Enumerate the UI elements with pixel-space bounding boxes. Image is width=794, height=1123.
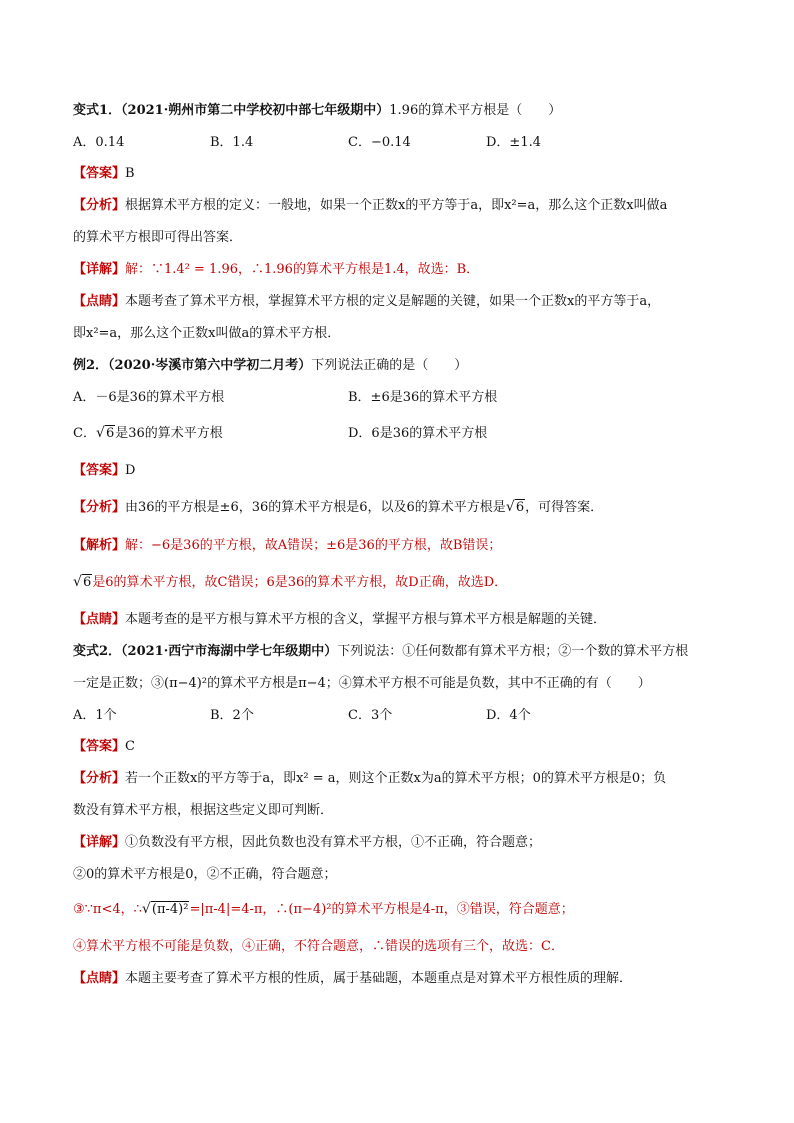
option-c-prefix: C． [73, 426, 96, 441]
answer-value: D [125, 463, 136, 478]
sqrt-radicand: 6 [515, 500, 525, 515]
analysis-tag: 【分析】 [73, 198, 126, 213]
variant1-comment-line2: 即x²=a，那么这个正数x叫做a的算术平方根． [73, 326, 341, 341]
variant1-comment-line1 [73, 293, 660, 311]
sqrt-symbol [73, 574, 92, 592]
example2-source: （2020·岑溪市第六中学初二月考） [108, 358, 312, 373]
analysis-text-a: 由36的平方根是±6，36的算术平方根是6，以及6的算术平方根是 [125, 500, 506, 515]
variant1-source: （2021·朔州市第二中学校初中部七年级期中） [121, 103, 390, 118]
variant1-detail [73, 261, 479, 279]
comment-text: 本题主要考查了算术平方根的性质，属于基础题，本题重点是对算术平方根性质的理解． [125, 971, 633, 986]
answer-tag: 【答案】 [73, 166, 126, 181]
variant2-comment [73, 970, 632, 988]
example2-comment [73, 611, 606, 629]
sqrt-symbol [142, 901, 190, 919]
variant1-question [73, 102, 561, 120]
example2-analysis [73, 499, 603, 517]
jiexi-text-2: 是6的算术平方根，故C错误；6是36的算术平方根，故D正确，故选D． [92, 575, 508, 590]
example2-stem: 下列说法正确的是（ ） [311, 358, 468, 373]
answer-value: C [125, 739, 135, 754]
sqrt-symbol [96, 425, 115, 443]
detail-tag: 【详解】 [73, 262, 126, 277]
example2-option-a: A．－6是36的算术平方根 [73, 390, 225, 405]
sqrt-symbol [506, 499, 525, 517]
option-c-suffix: 是36的算术平方根 [115, 426, 223, 441]
variant1-option-d: D．±1.4 [486, 135, 541, 150]
variant1-answer [73, 165, 135, 183]
variant2-analysis-line1 [73, 770, 666, 788]
variant2-question-line2: 一定是正数；③(π−4)²的算术平方根是π−4；④算术平方根不可能是负数，其中不正确的有（ ） [73, 676, 651, 691]
variant1-analysis-line2: 的算术平方根即可得出答案． [73, 230, 243, 245]
example2-jiexi-line2 [73, 574, 507, 592]
variant2-detail-line4: ④算术平方根不可能是负数，④正确，不符合题意，∴错误的选项有三个，故选：C． [73, 939, 564, 954]
answer-tag: 【答案】 [73, 463, 126, 478]
detail-text-3b: =|π-4|=4-π，∴(π−4)²的算术平方根是4-π，③错误，符合题意； [189, 902, 574, 917]
example2-option-b: B．±6是36的算术平方根 [348, 390, 498, 405]
example2-question [73, 357, 467, 375]
variant2-question-line1 [73, 643, 688, 661]
detail-text: ①负数没有平方根，因此负数也没有算术平方根，①不正确，符合题意； [125, 835, 542, 850]
variant2-label: 变式2． [73, 644, 122, 659]
comment-tag: 【点睛】 [73, 971, 126, 986]
example2-jiexi-line1 [73, 537, 501, 555]
variant1-analysis-line1 [73, 197, 667, 215]
sqrt-radicand: 6 [105, 426, 115, 441]
variant2-detail-line1 [73, 834, 541, 852]
sqrt-radicand: 6 [83, 575, 92, 590]
detail-text: 解：∵1.4² = 1.96，∴1.96的算术平方根是1.4，故选：B． [125, 262, 480, 277]
comment-text: 本题考查了算术平方根，掌握算术平方根的定义是解题的关键，如果一个正数x的平方等于a， [125, 294, 661, 309]
variant1-stem: 1.96的算术平方根是（ ） [389, 103, 562, 118]
comment-tag: 【点睛】 [73, 294, 126, 309]
variant2-option-b: B．2个 [210, 708, 254, 723]
detail-text-3a: ③∵π<4，∴ [73, 902, 142, 917]
variant2-option-d: D．4个 [486, 708, 531, 723]
variant2-option-a: A．1个 [73, 708, 117, 723]
analysis-tag: 【分析】 [73, 500, 126, 515]
variant1-option-b: B．1.4 [210, 135, 254, 150]
analysis-text: 若一个正数x的平方等于a，即x² = a，则这个正数x为a的算术平方根；0的算术平方根是0；负 [125, 771, 667, 786]
sqrt-radicand: (π-4)² [151, 902, 189, 917]
variant2-detail-line3 [73, 901, 574, 919]
answer-value: B [125, 166, 135, 181]
variant2-source: （2021·西宁市海湖中学七年级期中） [121, 644, 338, 659]
variant1-label: 变式1． [73, 103, 122, 118]
analysis-text: 根据算术平方根的定义：一般地，如果一个正数x的平方等于a，即x²=a，那么这个正数x叫做a [125, 198, 668, 213]
jiexi-text: 解：−6是36的平方根，故A错误；±6是36的平方根，故B错误； [125, 538, 502, 553]
comment-text: 本题考查的是平方根与算术平方根的含义，掌握平方根与算术平方根是解题的关键． [125, 612, 607, 627]
analysis-tag: 【分析】 [73, 771, 126, 786]
answer-tag: 【答案】 [73, 739, 126, 754]
variant2-answer [73, 738, 135, 756]
variant2-analysis-line2: 数没有算术平方根，根据这些定义即可判断． [73, 803, 334, 818]
comment-tag: 【点睛】 [73, 612, 126, 627]
jiexi-tag: 【解析】 [73, 538, 126, 553]
variant2-stem: 下列说法：①任何数都有算术平方根；②一个数的算术平方根 [337, 644, 689, 659]
example2-answer [73, 462, 135, 480]
analysis-text-b: ，可得答案． [525, 500, 604, 515]
variant1-option-a: A．0.14 [73, 135, 125, 150]
variant2-option-c: C．3个 [348, 708, 393, 723]
example2-label: 例2． [73, 358, 109, 373]
variant1-option-c: C．−0.14 [348, 135, 411, 150]
example2-option-c [73, 425, 223, 443]
example2-option-d: D．6是36的算术平方根 [348, 426, 488, 441]
detail-tag: 【详解】 [73, 835, 126, 850]
variant2-detail-line2: ②0的算术平方根是0，②不正确，符合题意； [73, 867, 337, 882]
